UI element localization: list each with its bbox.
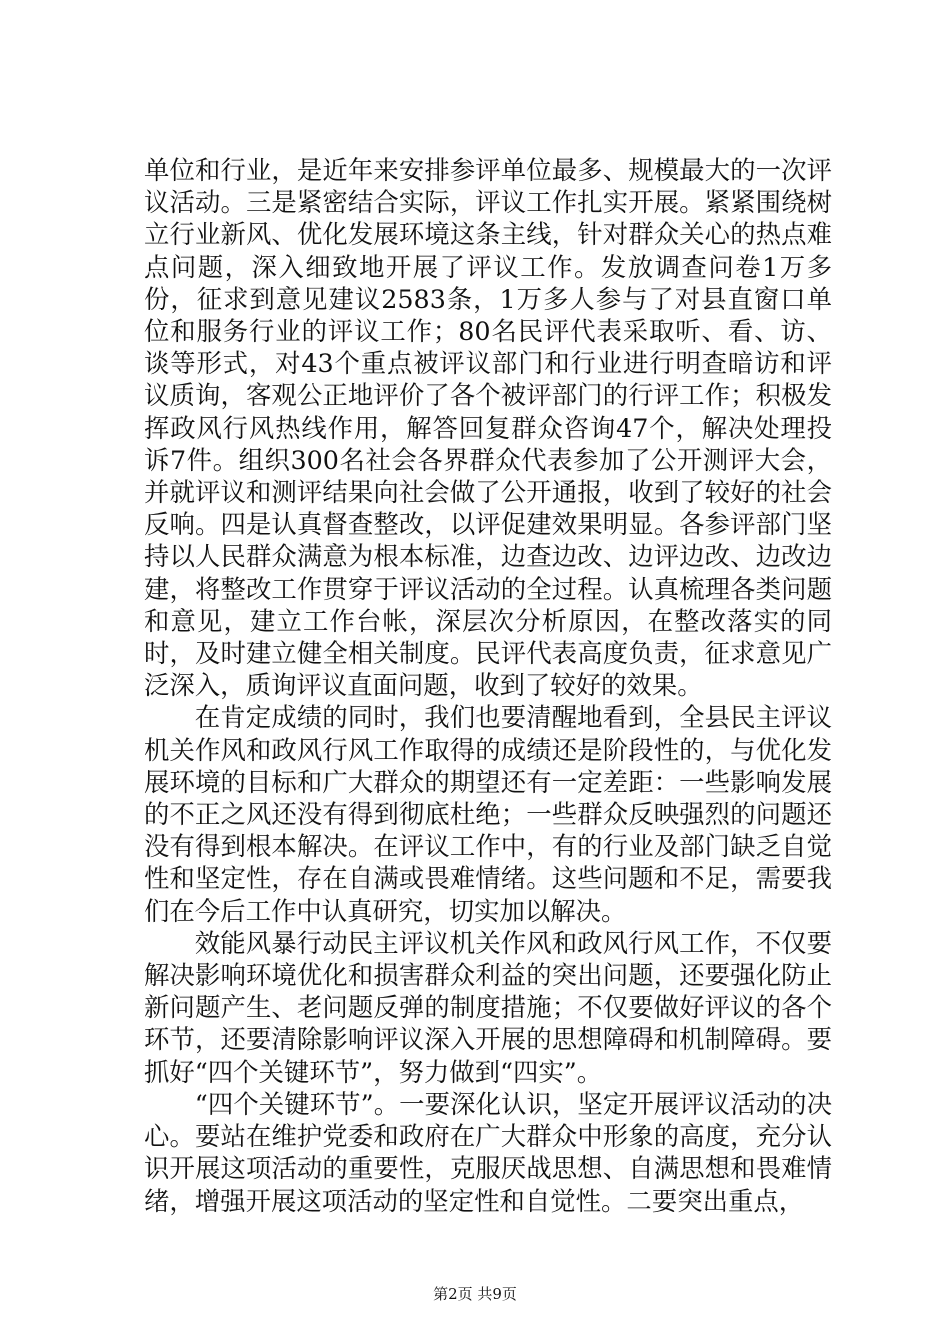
paragraph-four-key-links: “四个关键环节”。一要深化认识，坚定开展评议活动的决心。要站在维护党委和政府在广大群众中形象的高度，充分认识开展这项活动的重要性，克服厌战思想、自满思想和畏难情绪，增强开展这项活动的坚定性和自觉性。二要突出重点， — [144, 1088, 832, 1216]
page-footer: 第2页 共9页 — [433, 1285, 517, 1303]
paragraph-continued: 单位和行业，是近年来安排参评单位最多、规模最大的一次评议活动。三是紧密结合实际，评议工作扎实开展。紧紧围绕树立行业新风、优化发展环境这条主线，针对群众关心的热点难点问题，深入细致地开展了评议工作。发放调查问卷1万多份，征求到意见建议2583条，1万多人参与了对县直窗口单位和服务行业的评议工作；80名民评代表采取听、看、访、谈等形式，对43个重点被评议部门和行业进行明查暗访和评议质询，客观公正地评价了各个被评部门的行评工作；积极发挥政风行风热线作用，解答回复群众咨询47个，解决处理投诉7件。组织300名社会各界群众代表参加了公开测评大会，并就评议和测评结果向社会做了公开通报，收到了较好的社会反响。四是认真督查整改，以评促建效果明显。各参评部门坚持以人民群众满意为根本标准，边查边改、边评边改、边改边建，将整改工作贯穿于评议活动的全过程。认真梳理各类问题和意见，建立工作台帐，深层次分析原因，在整改落实的同时，及时建立健全相关制度。民评代表高度负责，征求意见广泛深入，质询评议直面问题，收到了较好的效果。 — [144, 155, 832, 701]
paragraph-efficiency-storm: 效能风暴行动民主评议机关作风和政风行风工作，不仅要解决影响环境优化和损害群众利益的突出问题，还要强化防止新问题产生、老问题反弹的制度措施；不仅要做好评议的各个环节，还要清除影响评议深入开展的思想障碍和机制障碍。要抓好“四个关键环节”，努力做到“四实”。 — [144, 927, 832, 1087]
paragraph-shortcomings: 在肯定成绩的同时，我们也要清醒地看到，全县民主评议机关作风和政风行风工作取得的成绩还是阶段性的，与优化发展环境的目标和广大群众的期望还有一定差距：一些影响发展的不正之风还没有得到彻底杜绝；一些群众反映强烈的问题还没有得到根本解决。在评议工作中，有的行业及部门缺乏自觉性和坚定性，存在自满或畏难情绪。这些问题和不足，需要我们在今后工作中认真研究，切实加以解决。 — [144, 702, 832, 926]
document-body — [144, 154, 832, 1217]
